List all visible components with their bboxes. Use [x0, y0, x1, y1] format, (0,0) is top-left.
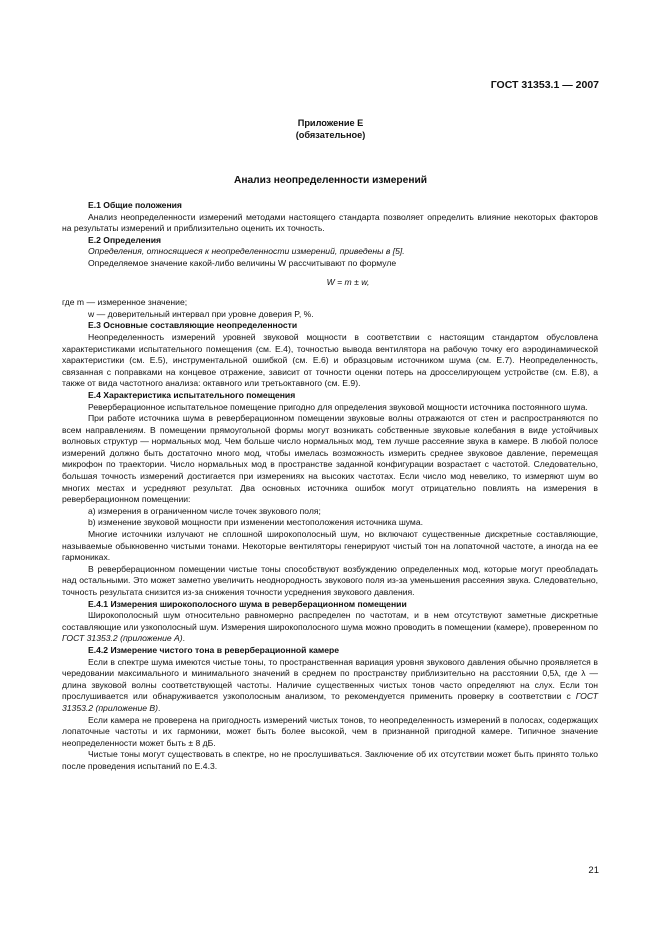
document-body [62, 200, 598, 773]
section-e4-paragraph-4: В реверберационном помещении чистые тоны способствуют возбуждению определенных мод, которые могут преобладать над остальными. Это может заметно увеличить неоднородность звукового поля из-за уменьшения рассеяния звука. Следовательно, точность результата снизится из-за снижения точности усреднения звукового давления. [62, 563, 598, 597]
section-e41-end: . [182, 633, 186, 644]
section-e4-paragraph-3: Многие источники излучают не сплошной широкополосный шум, но включают существенные дискретные составляющие, называемые обыкновенно чистыми тонами. Некоторые вентиляторы генерируют чистый тон на лопаточной частоте, а иногда на ее гармониках. [62, 529, 598, 563]
section-e2-paragraph: Определяемое значение какой-либо величины W рассчитывают по формуле [88, 257, 397, 268]
gost-reference-b: ГОСТ 31353.2 (приложение В) [62, 691, 598, 713]
section-e42-heading: Е.4.2 Измерение чистого тона в реверберационной камере [88, 644, 340, 655]
document-title: Анализ неопределенности измерений [233, 175, 427, 186]
appendix-block [0, 117, 661, 141]
formula-where-w: w — доверительный интервал при уровне доверия P, %. [88, 308, 314, 319]
section-e4-paragraph-1: Реверберационное испытательное помещение пригодно для определения звуковой мощности источника постоянного шума. [88, 401, 588, 412]
section-e42-paragraph-2: Если камера не проверена на пригодность измерений чистых тонов, то неопределенность измерений в полосах, содержащих лопаточные частоты и их гармоники, может быть более высокой, чем в признанной пригодной камере. Типичное значение неопределенности может быть ± 8 дБ. [62, 714, 598, 748]
section-e41-heading: Е.4.1 Измерения широкополосного шума в реверберационном помещении [88, 598, 407, 609]
section-e42-paragraph-3: Чистые тоны могут существовать в спектре, но не прослушиваться. Заключение об их отсутствии может быть принято только после проведения испытаний по Е.4.3. [62, 749, 598, 771]
section-e1-heading: Е.1 Общие положения [88, 200, 182, 210]
section-e3-paragraph: Неопределенность измерений уровней звуковой мощности в соответствии с настоящим стандартом обусловлена характеристиками испытательного помещения (см. Е.4), точностью вывода вентилятора на рабочую точку его аэродинамической характеристики (см. Е.5), инструментальной ошибкой (см. Е.6) и образцовым источником шума (см. Е.7). Неопределенность, связанная с поправками на концевое отражение, зависит от точности оценки потерь на дросселирующем устройстве (см. Е.8), а также от вида частотного анализа: октавного или третьоктавного (см. Е.9). [62, 331, 598, 389]
section-e41-paragraph [62, 610, 598, 645]
section-e2-definition-ref: Определения, относящиеся к неопределенности измерений, приведены в [5]. [88, 246, 405, 257]
appendix-title: Приложение Е [297, 118, 364, 128]
section-e3-heading: Е.3 Основные составляющие неопределенности [88, 320, 298, 331]
page-number: 21 [588, 865, 599, 877]
section-e42-text: Если в спектре шума имеются чистые тоны, то пространственная вариация уровня звукового давления обычно проявляется в чередовании максимального и минимального значений в среднем по пространству приблизительно на расстоянии 0,5λ, где λ — длина звуковой волны соответствующей частоты. Наличие существенных чистых тонов часто определяют на слух. Если тон прослушивается или обнаруживается узкополосным анализом, то рекомендуется применить проверку в соответствии с [62, 656, 598, 702]
section-e2-heading: Е.2 Определения [88, 234, 162, 245]
section-e41-text: Широкополосный шум относительно равномерно распределен по частотам, и в нем отсутствуют заметные дискретные составляющие или узкополосный шум. Измерения широкополосного шума можно проводить в помещении (камере), проверенном по [62, 610, 598, 632]
section-e42-end: . [158, 702, 161, 713]
section-e1-paragraph: Анализ неопределенности измерений методами настоящего стандарта позволяет определить влияние некоторых факторов на результаты измерений и приблизительно оценить их точность. [62, 211, 598, 234]
section-e4-paragraph-2: При работе источника шума в реверберационном помещении звуковые волны отражаются от стен и распространяются по всем направлениям. В помещении прямоугольной формы могут возникать собственные звуковые колебания в виде устойчивых волновых структур — нормальных мод. Чем больше число нормальных мод, тем лучше рассеяние звука в камере. В любой полосе измерений должно быть достаточно много мод, чтобы имелась возможность измерить среднее звуковое давление, перемещая микрофон по траектории. Число нормальных мод в пространстве заданной конфигурации возрастает с частотой. Следовательно, большая точность измерений достигается при измерениях на высоких частотах. Если число мод невелико, то измеряют шум во многих местах и усредняют результат. Два основных источника ошибок могут отрицательно повлиять на измерения в реверберационном помещении: [62, 413, 598, 505]
uncertainty-formula: W = m ± w, [326, 276, 370, 287]
standard-header: ГОСТ 31353.1 — 2007 [490, 79, 599, 91]
list-item-b: b) изменение звуковой мощности при изменении местоположения источника шума. [88, 517, 423, 528]
formula-where-m: где m — измеренное значение; [62, 297, 188, 308]
appendix-type: (обязательное) [295, 130, 366, 140]
list-item-a: а) измерения в ограниченном числе точек звукового поля; [88, 505, 321, 516]
section-e42-paragraph-1 [62, 657, 598, 715]
section-e4-heading: Е.4 Характеристика испытательного помещения [88, 389, 296, 400]
gost-reference-a: ГОСТ 31353.2 (приложение А) [62, 633, 183, 644]
